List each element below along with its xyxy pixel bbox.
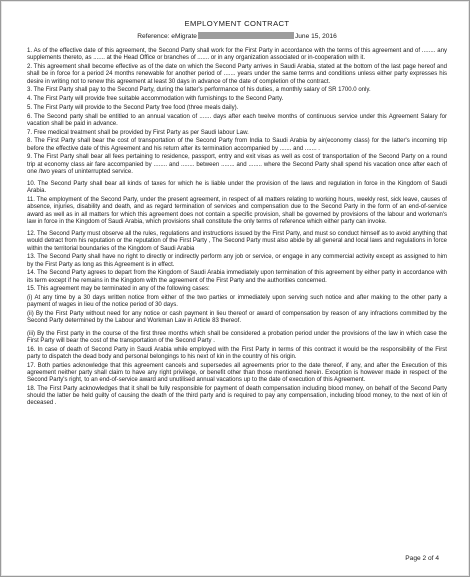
- clause-10: 10. The Second Party shall bear all kinds of taxes for which he is liable under the provision of the laws and regulation in force in the Kingdom of Saudi Arabia.: [27, 181, 447, 195]
- page-number: Page 2 of 4: [405, 555, 439, 562]
- clause-6: 6. The Second party shall be entitled to an annual vacation of ....... days after each twelve months of continuous service under this Agreement Salary for vacation shall be paid in advance.: [27, 113, 447, 127]
- clause-12: 12. The Second Party must observe all the rules, regulations and instructions issued by the First Party, and must so conduct himself as to avoid anything that would detract from his reputation or the reputation of the First Party , The Second Party must also abide by all general and local laws and regulations in force within the territorial boundaries of the Kingdom of Saudi Arabia: [27, 231, 447, 252]
- clause-18: 18. The First Party acknowledges that it shall be fully responsible for payment of death compensation including blood money, on behalf of the Second Party should the latter be held guilty of causing the death of the third party and is required to pay any compensation, including blood money, to the next of kin of deceased .: [27, 385, 447, 407]
- clause-14: 14. The Second Party agrees to depart from the Kingdom of Saudi Arabia immediately upon termination of this agreement by either party in accordance with its term except if he remains in the Kingdom with the agreement of the First Party and the authorities concerned.: [27, 270, 447, 284]
- clause-15-i: (i) At any time by a 30 days written notice from either of the two parties or immediately upon serving such notice and after making to the other party a payment of wages in lieu of the notice period of 30 days.: [27, 295, 447, 309]
- clause-15-iii: (iii) By the First party in the course of the first three months which shall be considered a probation period under the provisions of the law in which case the First Party will bear the cost of the transportation of the Second Party .: [27, 330, 447, 344]
- clause-8: 8. The First Party shall bear the cost of transportation of the Second Party from India to Saudi Arabia by air(economy class) for the latter's incoming trip before the effective date of this Agreement and his return after its termination accompanied by ....... and ....... .: [27, 138, 447, 152]
- clause-15: 15. This agreement may be terminated in any of the following cases:: [27, 286, 210, 293]
- clause-13: 13. The Second Party shall have no right to directly or indirectly perform any job or service, or engage in any commercial activity except as assigned to him by the First Party as long as this Agreement is in effect.: [27, 254, 447, 268]
- reference-label: Reference: eMigrate: [137, 33, 197, 40]
- clause-5: 5. The First Party will provide to the Second Party free food (three meals daily).: [27, 104, 239, 111]
- clause-15-ii: (ii) By the First Party without need for any notice or cash payment in lieu thereof or award of compensation by reason of any infractions committed by the Second Party determined by the Labour and Workman Law in Article 83 thereof.: [27, 311, 447, 325]
- redacted-block: [198, 32, 294, 39]
- clause-7: 7. Free medical treatment shall be provided by First Party as per Saudi labour Law.: [27, 129, 249, 136]
- document-title: EMPLOYMENT CONTRACT: [184, 19, 290, 28]
- reference-line: [27, 32, 447, 40]
- reference-date: June 15, 2016: [294, 33, 337, 40]
- clause-9: 9. The First Party shall bear all fees pertaining to residence, passport, entry and exit visas as well as cost of transportation of the Second Party on a round trip at economy class air fare accompanied by ........ and ........ between ........ and ........ where the Second Party shall spend his vacation once after each of one /two years of uninterrupted service.: [27, 154, 447, 175]
- clause-16: 16. In case of death of Second Party in Saudi Arabia while employed with the First Party in terms of this contract it would be the responsibility of the First party to dispatch the dead body and personal belongings to his next of kin in the country of his origin.: [27, 346, 447, 360]
- clause-list: [27, 48, 447, 408]
- clause-4: 4. The First Party will provide free suitable accommodation with furnishings to the Second Party.: [27, 96, 284, 102]
- clause-17: 17. Both parties acknowledge that this agreement cancels and supersedes all agreements prior to the date thereof, if any, and after the Execution of this agreement neither party shall claim to have any right privilege, or benefit other than those mentioned herein. Exception is however made in respect of the Second Party's right, to an end-of-service award and unutilised annual vacations up to the date of execution of this Agreement.: [27, 362, 447, 383]
- clause-3: 3. The First Party shall pay to the Second Party, during the latter's performance of his duties, a monthly salary of SR 1700.0 only.: [27, 87, 371, 94]
- clause-1: 1. As of the effective date of this agreement, the Second Party shall work for the First Party in accordance with the terms of this agreement and of ........ any supplements thereto, as ....... at the Head Office or branches of ....... or in any organization associated or in-cooperation with it.: [27, 48, 447, 62]
- clause-11: 11. The employment of the Second Party, under the present agreement, in respect of all matters relating to working hours, weekly rest, sick leave, causes of absence, injuries, disability and death, and as regard termination of services and compensation due to the Second Party in the form of an end-of-service award as well as in all matters for which this agreement does not contain a specific provision, shall be governed by provisions of the labour and workman's law in force in the Kingdom of Saudi Arabia, which provisions shall constitute the only terms of reference which either party can invoke.: [27, 197, 447, 225]
- clause-2: 2. This agreement shall become effective as of the date on which the Second Party arrives in Saudi Arabia, stated at the bottom of the last page hereof and shall be in force for a period 24 months renewable for another period of ....... years under the same terms and conditions unless either party expresses his desire in writing not to renew this agreement at least 30 days in advance of the date of completion of the contract.: [27, 64, 447, 85]
